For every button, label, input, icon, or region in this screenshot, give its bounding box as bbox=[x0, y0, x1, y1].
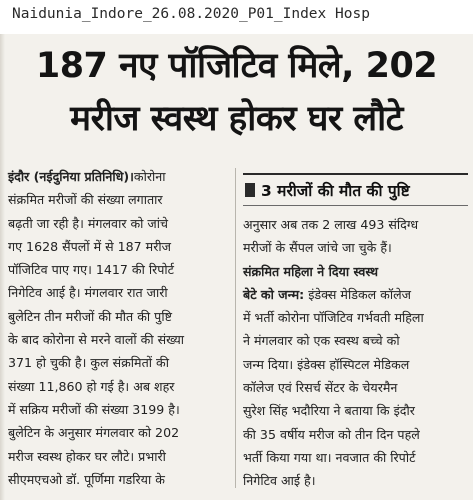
article-left-column bbox=[8, 165, 230, 491]
article-line: मरीज स्वस्थ होकर घर लौटे। प्रभारी bbox=[8, 448, 166, 464]
article-line: 371 हो चुकी है। कुल संक्रमितों की bbox=[8, 355, 169, 371]
headline-line-1: 187 नए पॉजिटिव मिले, 202 bbox=[35, 46, 438, 86]
article-line: गए 1628 सैंपलों में से 187 मरीज bbox=[8, 238, 171, 254]
article-line: अनुसार अब तक 2 लाख 493 संदिग्ध bbox=[243, 217, 419, 232]
subheading-box bbox=[243, 173, 468, 206]
article-line: पॉजिटिव पाए गए। 1417 की रिपोर्ट bbox=[8, 262, 175, 278]
subheading: 3 मरीजों की मौत की पुष्टि bbox=[261, 182, 410, 200]
article-line: सीएमएचओ डॉ. पूर्णिमा गडरिया के bbox=[8, 471, 165, 487]
article-line: निगेटिव आई है। bbox=[243, 473, 316, 489]
headline-line-2: मरीज स्वस्थ होकर घर लौटे bbox=[70, 99, 403, 139]
article-line-text: कोरोना bbox=[133, 169, 166, 184]
section-heading: संक्रमित महिला ने दिया स्वस्थ bbox=[243, 263, 379, 279]
article-line-text: इंडेक्स मेडिकल कॉलेज bbox=[308, 286, 411, 302]
article-line bbox=[243, 260, 468, 283]
article-line: ने मंगलवार को एक स्वस्थ बच्चे को bbox=[243, 333, 400, 349]
image-caption: Naidunia_Indore_26.08.2020_P01_Index Hosp bbox=[12, 6, 370, 22]
subheading-marker bbox=[245, 183, 255, 197]
article-line bbox=[8, 165, 230, 188]
article-line: निगेटिव आई है। मंगलवार रात जारी bbox=[8, 285, 168, 301]
article-line: बढ़ती जा रही है। मंगलवार को जांचे bbox=[8, 215, 169, 231]
column-divider bbox=[235, 168, 236, 488]
article-line: संख्या 11,860 हो गई है। अब शहर bbox=[8, 378, 175, 394]
article-line: बुलेटिन के अनुसार मंगलवार को 202 bbox=[8, 425, 180, 441]
article-line: सुरेश सिंह भदौरिया ने बताया कि इंदौर bbox=[243, 403, 415, 419]
article-line bbox=[243, 283, 468, 306]
dateline: इंदौर (नईदुनिया प्रतिनिधि)। bbox=[8, 169, 134, 184]
article-line: मरीजों के सैंपल जांचे जा चुके हैं। bbox=[243, 240, 392, 256]
article-line: भर्ती किया गया था। नवजात की रिपोर्ट bbox=[243, 449, 416, 465]
article-line: में भर्ती कोरोना पॉजिटिव गर्भवती महिला bbox=[243, 310, 424, 326]
article-line: में सक्रिय मरीजों की संख्या 3199 है। bbox=[8, 401, 180, 417]
article-line: कॉलेज एवं रिसर्च सेंटर के चेयरमैन bbox=[243, 380, 398, 396]
headline bbox=[0, 40, 473, 146]
article-line: बुलेटिन तीन मरीजों की मौत की पुष्टि bbox=[8, 308, 172, 324]
article-line: के बाद कोरोना से मरने वालों की संख्या bbox=[8, 332, 185, 348]
section-heading: बेटे को जन्म: bbox=[243, 286, 305, 302]
article-line: जन्म दिया। इंडेक्स हॉस्पिटल मेडिकल bbox=[243, 356, 410, 372]
article-line: की 35 वर्षीय मरीज को तीन दिन पहले bbox=[243, 426, 420, 442]
article-right-column bbox=[243, 213, 468, 493]
article-line: संक्रमित मरीजों की संख्या लगातार bbox=[8, 192, 163, 208]
